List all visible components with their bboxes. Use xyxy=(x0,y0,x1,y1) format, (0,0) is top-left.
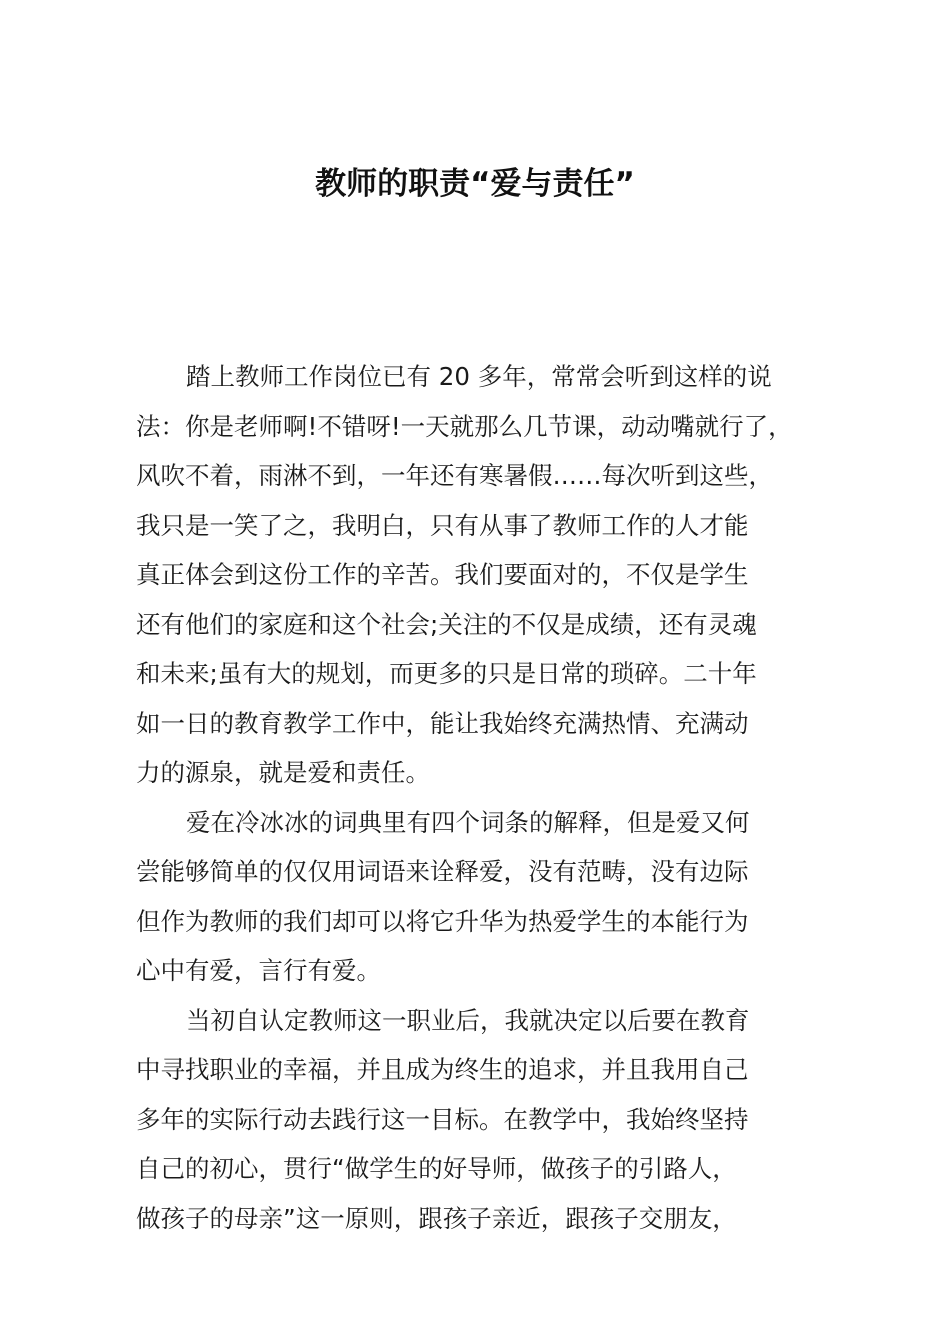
paragraph-line: 自己的初心，贯行“做学生的好导师，做孩子的引路人， xyxy=(136,1154,737,1183)
paragraph-line: 法：你是老师啊!不错呀!一天就那么几节课，动动嘴就行了， xyxy=(136,411,793,441)
document-title: 教师的职责“爱与责任” xyxy=(315,166,635,202)
paragraph-3 xyxy=(136,996,822,1244)
paragraph-2 xyxy=(136,798,822,996)
paragraph-line: 和未来;虽有大的规划，而更多的只是日常的琐碎。二十年 xyxy=(136,659,757,688)
paragraph-line: 多年的实际行动去践行这一目标。在教学中，我始终坚持 xyxy=(136,1104,749,1134)
paragraph-line: 心中有爱，言行有爱。 xyxy=(136,956,381,985)
paragraph-line: 做孩子的母亲”这一原则，跟孩子亲近，跟孩子交朋友， xyxy=(136,1203,737,1233)
paragraph-line: 当初自认定教师这一职业后，我就决定以后要在教育 xyxy=(186,1005,750,1035)
paragraph-line: 如一日的教育教学工作中，能让我始终充满热情、充满动 xyxy=(136,708,749,738)
paragraph-line: 尝能够简单的仅仅用词语来诠释爱，没有范畴，没有边际 xyxy=(136,857,749,886)
paragraph-line: 我只是一笑了之，我明白，只有从事了教师工作的人才能 xyxy=(136,510,749,540)
paragraph-line: 中寻找职业的幸福，并且成为终生的追求，并且我用自己 xyxy=(136,1055,749,1084)
paragraph-line: 踏上教师工作岗位已有 20 多年，常常会听到这样的说 xyxy=(186,362,772,391)
paragraph-1 xyxy=(136,352,822,798)
paragraph-line: 风吹不着，雨淋不到，一年还有寒暑假……每次听到这些， xyxy=(136,461,773,490)
paragraph-line: 力的源泉，就是爱和责任。 xyxy=(136,758,430,787)
document-body xyxy=(136,352,822,1243)
paragraph-line: 但作为教师的我们却可以将它升华为热爱学生的本能行为 xyxy=(136,906,749,936)
paragraph-line: 爱在冷冰冰的词典里有四个词条的解释，但是爱又何 xyxy=(186,807,750,837)
paragraph-line: 还有他们的家庭和这个社会;关注的不仅是成绩，还有灵魂 xyxy=(136,609,757,639)
paragraph-line: 真正体会到这份工作的辛苦。我们要面对的，不仅是学生 xyxy=(136,560,749,589)
